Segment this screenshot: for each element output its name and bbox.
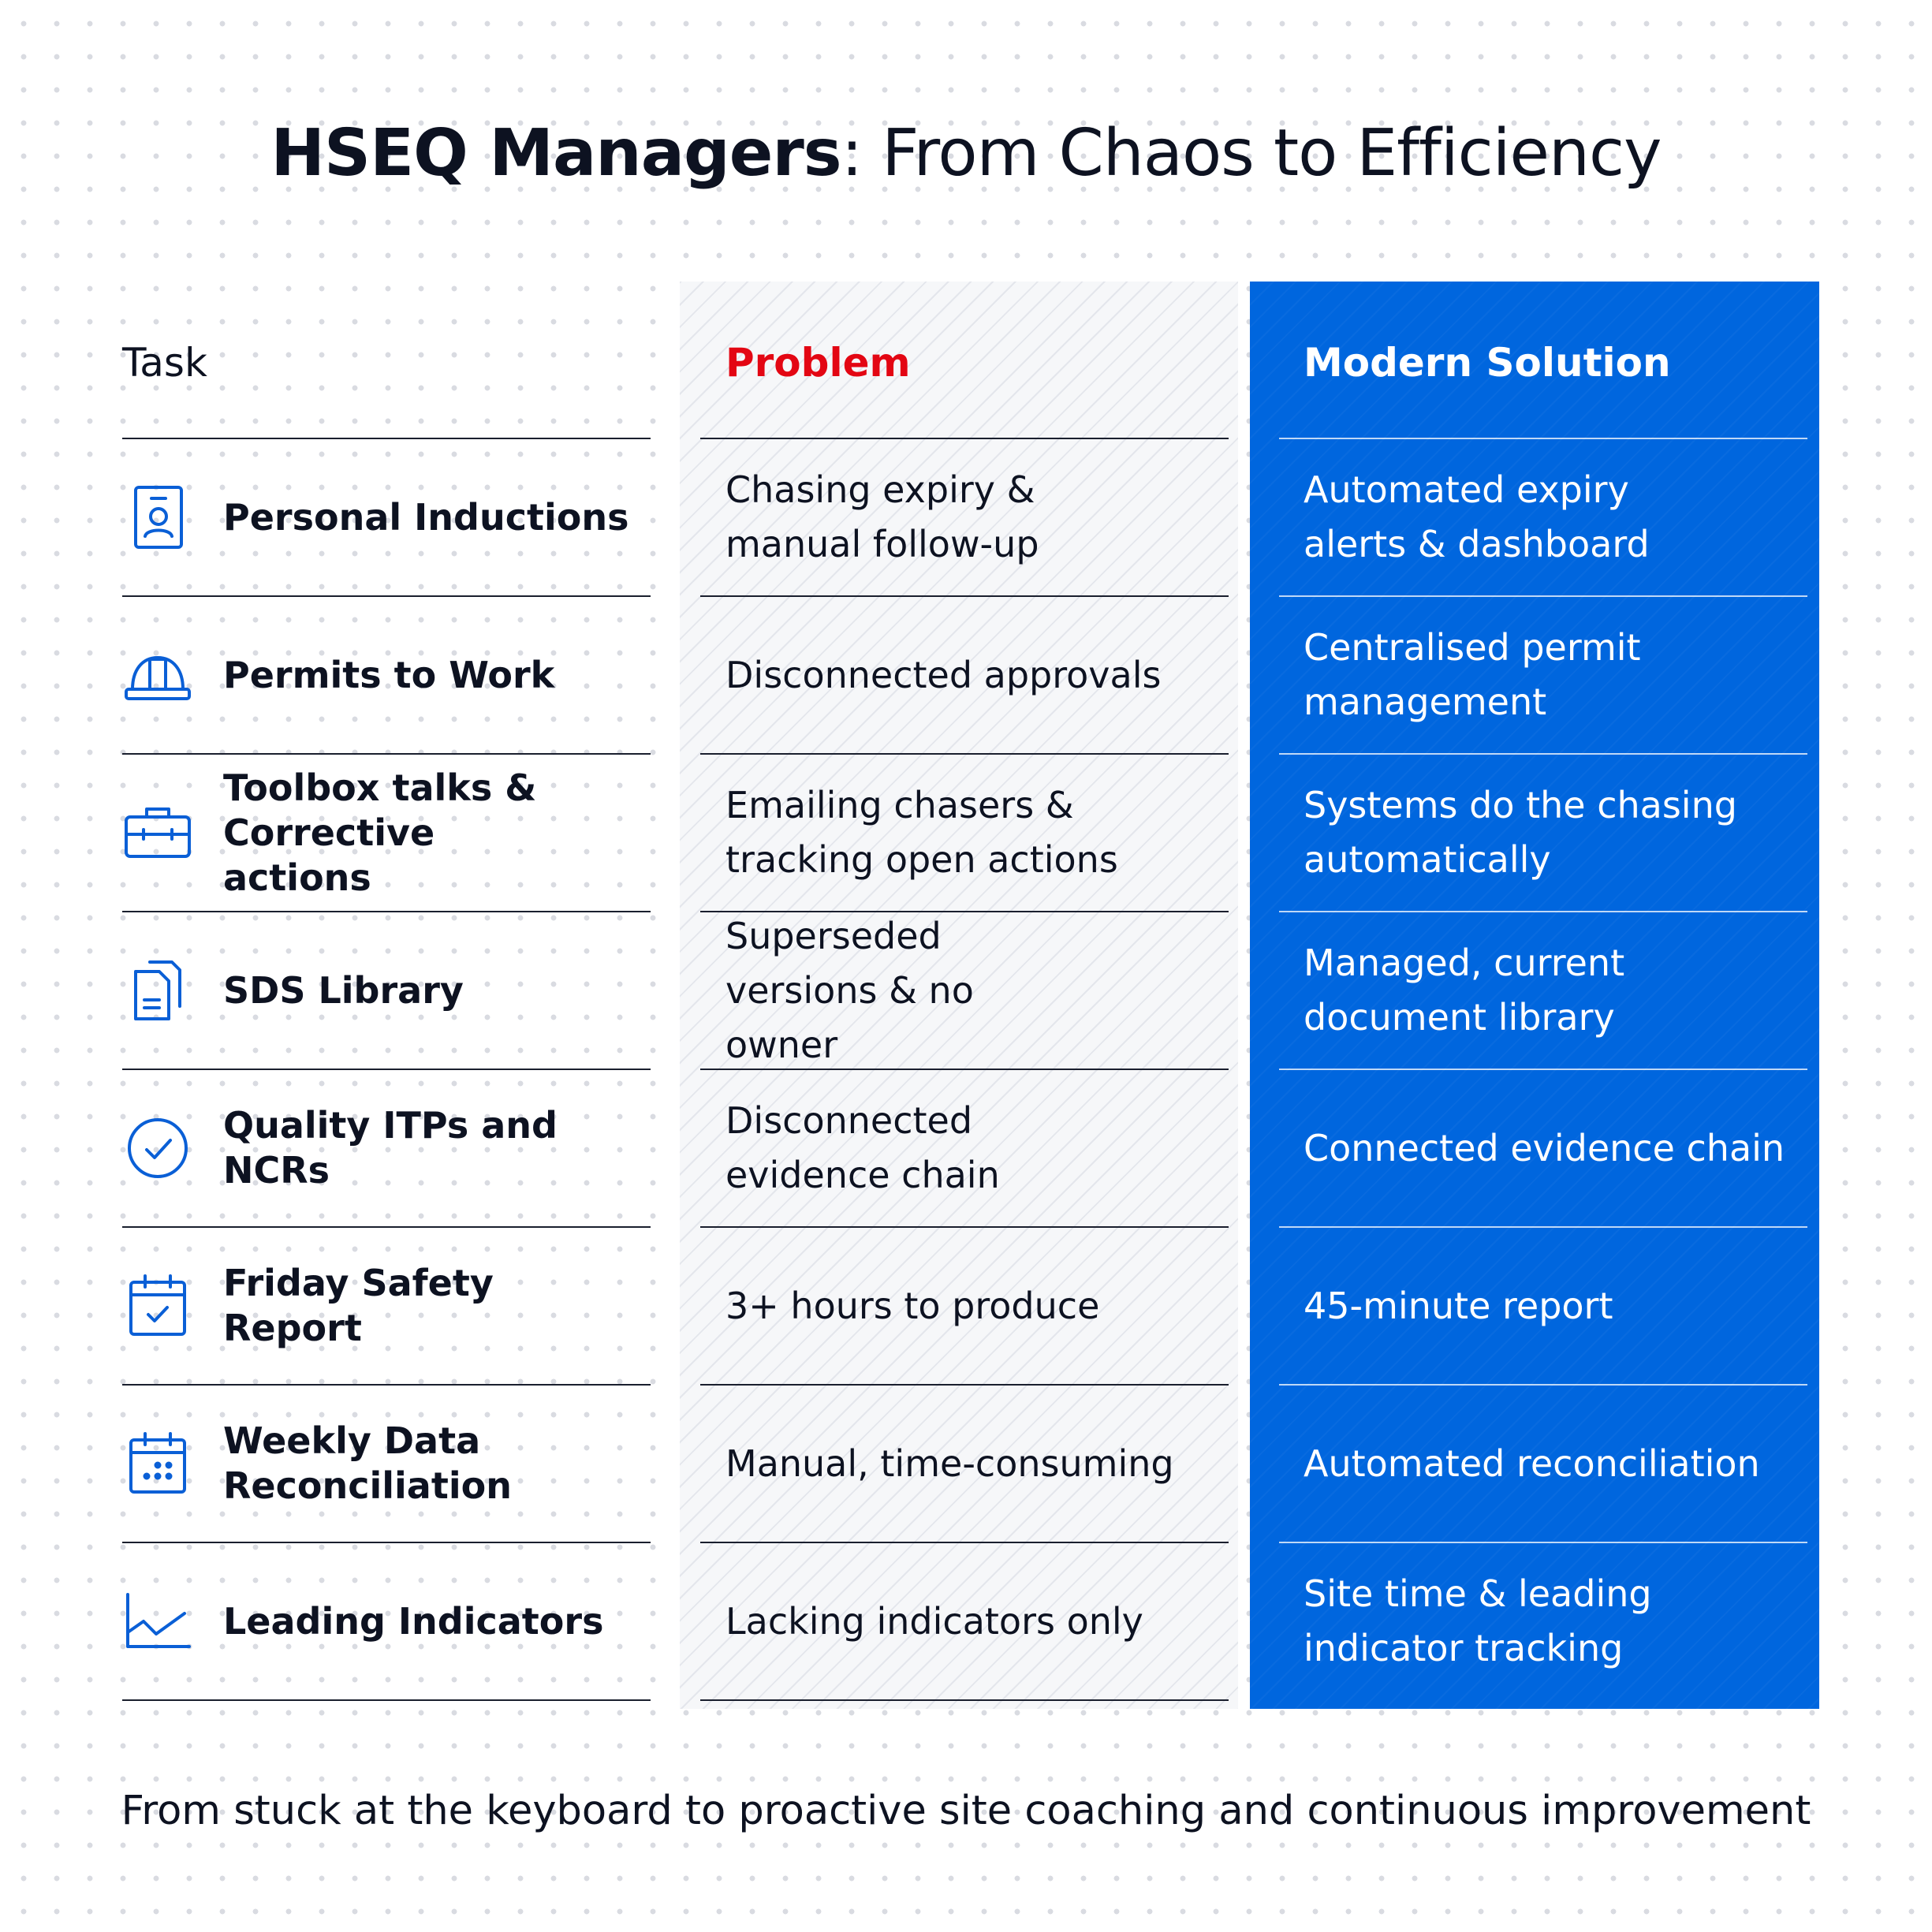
task-column-header: Task [122, 340, 207, 386]
problem-text: Disconnected approvals [725, 653, 1162, 696]
row-divider [700, 1384, 1229, 1386]
task-cell [122, 1542, 651, 1700]
calendar-check-icon [122, 1270, 193, 1341]
toolbox-icon [122, 797, 193, 868]
row-divider [122, 1384, 651, 1386]
task-label: SDS Library [223, 968, 464, 1012]
row-divider [122, 595, 651, 597]
row-divider [700, 595, 1229, 597]
solution-text: Automated reconciliation [1304, 1442, 1760, 1485]
task-label: Toolbox talks & Corrective actions [223, 766, 537, 899]
row-divider [700, 438, 1229, 439]
row-divider [700, 1699, 1229, 1701]
problem-text: Manual, time-consuming [725, 1442, 1174, 1485]
solution-column-header: Modern Solution [1304, 340, 1671, 386]
row-divider [122, 1226, 651, 1228]
hard-hat-icon [122, 640, 193, 711]
table-row [0, 1227, 1932, 1385]
task-label: Weekly Data Reconciliation [223, 1419, 512, 1507]
problem-cell [725, 1069, 1222, 1227]
problem-cell [725, 912, 1222, 1069]
row-divider [700, 1226, 1229, 1228]
calendar-grid-icon [122, 1428, 193, 1499]
task-label: Friday Safety Report [223, 1262, 494, 1349]
row-divider [1279, 438, 1807, 439]
row-divider [1279, 911, 1807, 912]
row-divider [700, 1069, 1229, 1070]
problem-cell [725, 1385, 1222, 1542]
task-cell [122, 596, 651, 754]
task-label: Personal Inductions [223, 495, 629, 539]
problem-cell [725, 754, 1222, 912]
row-divider [1279, 1069, 1807, 1070]
solution-text: Managed, current document library [1304, 942, 1625, 1039]
solution-cell [1304, 1542, 1808, 1700]
table-row [0, 596, 1932, 754]
solution-text: Centralised permit management [1304, 626, 1641, 723]
solution-text: Systems do the chasing automatically [1304, 784, 1737, 881]
task-cell [122, 1227, 651, 1385]
task-label: Quality ITPs and NCRs [223, 1104, 558, 1192]
task-cell [122, 1385, 651, 1542]
row-divider [1279, 595, 1807, 597]
row-divider [700, 753, 1229, 755]
row-divider [122, 1542, 651, 1543]
row-divider [122, 1699, 651, 1701]
row-divider [1279, 1384, 1807, 1386]
problem-text: Lacking indicators only [725, 1599, 1143, 1643]
problem-cell [725, 438, 1222, 596]
solution-cell [1304, 912, 1808, 1069]
solution-text: Connected evidence chain [1304, 1126, 1785, 1169]
solution-cell [1304, 1227, 1808, 1385]
solution-text: 45-minute report [1304, 1284, 1613, 1327]
table-row [0, 1069, 1932, 1227]
page-title [0, 110, 1932, 197]
table-row [0, 1542, 1932, 1700]
problem-text: Chasing expiry & manual follow-up [725, 468, 1039, 565]
table-row [0, 912, 1932, 1069]
row-divider [1279, 1542, 1807, 1543]
footer-tagline: From stuck at the keyboard to proactive site coaching and continuous improvement [121, 1788, 1811, 1834]
task-cell [122, 754, 651, 912]
solution-cell [1304, 754, 1808, 912]
solution-text: Automated expiry alerts & dashboard [1304, 468, 1650, 565]
task-cell [122, 1069, 651, 1227]
table-row [0, 754, 1932, 912]
problem-column-header: Problem [725, 340, 911, 386]
check-circle-icon [122, 1113, 193, 1184]
solution-cell [1304, 438, 1808, 596]
problem-text: 3+ hours to produce [725, 1284, 1100, 1327]
documents-icon [122, 955, 193, 1026]
id-badge-icon [122, 482, 193, 553]
problem-text: Superseded versions & no owner [725, 914, 974, 1066]
problem-text: Emailing chasers & tracking open actions [725, 784, 1118, 881]
solution-cell [1304, 1385, 1808, 1542]
row-divider [1279, 1226, 1807, 1228]
row-divider [122, 911, 651, 912]
row-divider [122, 753, 651, 755]
row-divider [122, 1069, 651, 1070]
page-title-strong: HSEQ Managers [270, 116, 841, 191]
solution-text: Site time & leading indicator tracking [1304, 1572, 1652, 1669]
table-row [0, 1385, 1932, 1542]
task-label: Leading Indicators [223, 1599, 604, 1643]
solution-cell [1304, 1069, 1808, 1227]
row-divider [1279, 753, 1807, 755]
solution-cell [1304, 596, 1808, 754]
row-divider [700, 1542, 1229, 1543]
problem-cell [725, 1227, 1222, 1385]
problem-text: Disconnected evidence chain [725, 1099, 1000, 1196]
task-label: Permits to Work [223, 653, 555, 696]
row-divider [122, 438, 651, 439]
task-cell [122, 438, 651, 596]
table-row [0, 438, 1932, 596]
problem-cell [725, 596, 1222, 754]
page-title-rest: : From Chaos to Efficiency [841, 116, 1662, 191]
task-cell [122, 912, 651, 1069]
problem-cell [725, 1542, 1222, 1700]
row-divider [700, 911, 1229, 912]
line-chart-icon [122, 1586, 193, 1657]
